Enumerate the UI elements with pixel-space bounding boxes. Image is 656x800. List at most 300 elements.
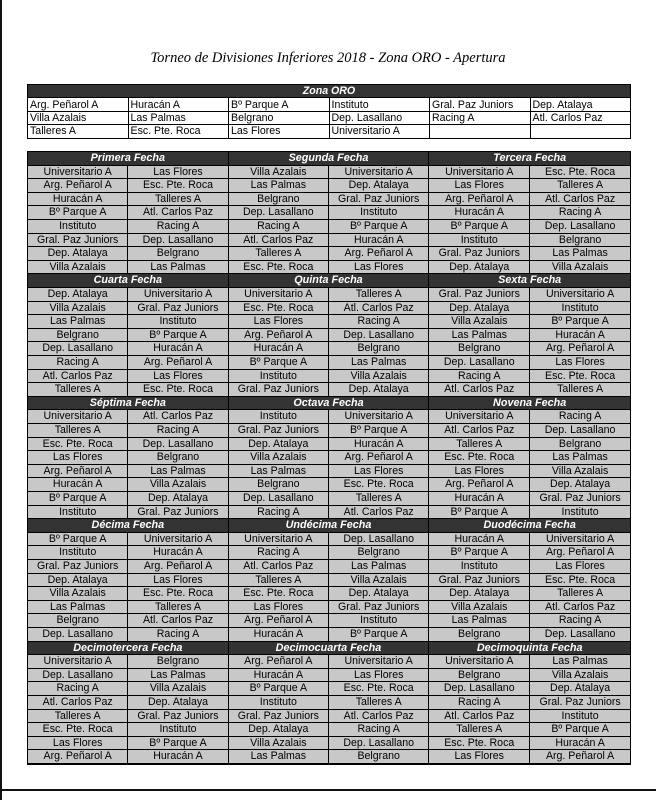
zone-label: Zona ORO: [28, 85, 631, 98]
match-row: [429, 315, 630, 329]
home-team: Universitario A: [229, 533, 328, 546]
away-team: Universitario A: [127, 533, 227, 546]
match-row: [229, 410, 429, 424]
home-team: Atl. Carlos Paz: [229, 234, 328, 247]
home-team: Atl. Carlos Paz: [429, 710, 529, 723]
fecha-block: [28, 519, 229, 641]
away-team: Bº Parque A: [529, 723, 630, 736]
match-row: [429, 710, 630, 724]
away-team: Gral. Paz Juniors: [127, 506, 227, 519]
home-team: Belgrano: [429, 342, 529, 355]
zone-team-cell: Huracán A: [128, 98, 229, 111]
away-team: Las Flores: [328, 669, 428, 682]
away-team: Belgrano: [127, 451, 227, 464]
away-team: Las Palmas: [529, 247, 630, 260]
match-row: [429, 247, 630, 261]
zone-team-cell: Dep. Lasallano: [329, 111, 430, 124]
home-team: Arg. Peñarol A: [28, 179, 127, 192]
match-row: [229, 383, 429, 397]
away-team: Bº Parque A: [328, 424, 428, 437]
home-team: Gral. Paz Juniors: [429, 247, 529, 260]
away-team: Villa Azalais: [328, 574, 428, 587]
away-team: Dep. Lasallano: [529, 424, 630, 437]
match-row: [429, 723, 630, 737]
match-row: [229, 601, 429, 615]
match-row: [229, 710, 429, 724]
match-row: [229, 193, 429, 207]
fecha-block: [229, 397, 430, 519]
away-team: Arg. Peñarol A: [328, 247, 428, 260]
home-team: Dep. Lasallano: [28, 342, 127, 355]
away-team: Belgrano: [328, 750, 428, 763]
zone-team-row: [28, 111, 631, 124]
away-team: Gral. Paz Juniors: [529, 492, 630, 505]
match-row: [229, 166, 429, 180]
away-team: Universitario A: [328, 166, 428, 179]
home-team: Villa Azalais: [429, 601, 529, 614]
home-team: Talleres A: [28, 710, 127, 723]
zone-header-row: [28, 85, 631, 98]
away-team: Talleres A: [328, 288, 428, 301]
match-row: [429, 465, 630, 479]
away-team: Racing A: [529, 614, 630, 627]
match-row: [28, 302, 228, 316]
zone-team-cell: Talleres A: [28, 125, 129, 138]
home-team: Esc. Pte. Roca: [229, 302, 328, 315]
away-team: Bº Parque A: [127, 329, 227, 342]
match-row: [229, 478, 429, 492]
home-team: Dep. Lasallano: [429, 682, 529, 695]
home-team: Universitario A: [429, 166, 529, 179]
away-team: Instituto: [127, 315, 227, 328]
match-row: [28, 247, 228, 261]
match-row: [28, 506, 228, 520]
match-row: [429, 737, 630, 751]
away-team: Racing A: [328, 723, 428, 736]
home-team: Belgrano: [429, 669, 529, 682]
home-team: Belgrano: [229, 193, 328, 206]
away-team: Villa Azalais: [529, 465, 630, 478]
away-team: Instituto: [127, 723, 227, 736]
home-team: Atl. Carlos Paz: [229, 560, 328, 573]
fecha-title: Novena Fecha: [429, 397, 630, 411]
home-team: Arg. Peñarol A: [229, 329, 328, 342]
match-row: [28, 737, 228, 751]
match-row: [28, 315, 228, 329]
home-team: Atl. Carlos Paz: [429, 383, 529, 396]
home-team: Villa Azalais: [28, 302, 127, 315]
home-team: Belgrano: [28, 614, 127, 627]
home-team: Instituto: [28, 220, 127, 233]
home-team: Talleres A: [28, 424, 127, 437]
away-team: Las Palmas: [328, 560, 428, 573]
home-team: Dep. Lasallano: [28, 669, 127, 682]
match-row: [229, 234, 429, 248]
match-row: [28, 424, 228, 438]
away-team: Universitario A: [127, 288, 227, 301]
match-row: [28, 288, 228, 302]
home-team: Racing A: [28, 682, 127, 695]
match-row: [429, 342, 630, 356]
match-row: [28, 655, 228, 669]
home-team: Huracán A: [429, 206, 529, 219]
away-team: Arg. Peñarol A: [127, 356, 227, 369]
match-row: [28, 356, 228, 370]
away-team: Las Flores: [127, 370, 227, 383]
home-team: Bº Parque A: [429, 506, 529, 519]
match-row: [28, 465, 228, 479]
away-team: Dep. Atalaya: [328, 179, 428, 192]
match-row: [229, 315, 429, 329]
home-team: Instituto: [229, 696, 328, 709]
match-row: [229, 261, 429, 275]
home-team: Villa Azalais: [229, 166, 328, 179]
away-team: Huracán A: [529, 329, 630, 342]
match-row: [229, 302, 429, 316]
page-left-border: [0, 0, 2, 800]
home-team: Arg. Peñarol A: [28, 465, 127, 478]
home-team: Gral. Paz Juniors: [229, 424, 328, 437]
match-row: [28, 179, 228, 193]
away-team: Gral. Paz Juniors: [328, 193, 428, 206]
match-row: [28, 410, 228, 424]
match-row: [429, 560, 630, 574]
home-team: Talleres A: [28, 383, 127, 396]
fecha-title: Segunda Fecha: [229, 152, 429, 166]
home-team: Bº Parque A: [28, 492, 127, 505]
away-team: Dep. Lasallano: [328, 329, 428, 342]
match-row: [429, 587, 630, 601]
home-team: Belgrano: [229, 478, 328, 491]
home-team: Dep. Atalaya: [429, 302, 529, 315]
away-team: Dep. Lasallano: [328, 533, 428, 546]
fecha-title: Décima Fecha: [28, 519, 228, 533]
home-team: Las Palmas: [229, 750, 328, 763]
match-row: [429, 546, 630, 560]
home-team: Instituto: [28, 506, 127, 519]
home-team: Las Flores: [429, 179, 529, 192]
zone-team-cell: [430, 125, 531, 138]
match-row: [229, 574, 429, 588]
match-row: [28, 166, 228, 180]
away-team: Universitario A: [529, 533, 630, 546]
away-team: Atl. Carlos Paz: [328, 302, 428, 315]
zone-team-cell: Gral. Paz Juniors: [430, 98, 531, 111]
away-team: Dep. Lasallano: [529, 628, 630, 641]
home-team: Dep. Lasallano: [429, 356, 529, 369]
fecha-block: [429, 397, 630, 519]
home-team: Villa Azalais: [229, 737, 328, 750]
away-team: Las Flores: [529, 560, 630, 573]
home-team: Las Palmas: [429, 614, 529, 627]
match-row: [28, 342, 228, 356]
match-row: [229, 492, 429, 506]
home-team: Dep. Lasallano: [28, 628, 127, 641]
home-team: Gral. Paz Juniors: [429, 574, 529, 587]
away-team: Belgrano: [127, 655, 227, 668]
away-team: Universitario A: [328, 410, 428, 423]
away-team: Racing A: [529, 410, 630, 423]
away-team: Racing A: [328, 315, 428, 328]
away-team: Dep. Atalaya: [127, 696, 227, 709]
home-team: Huracán A: [429, 533, 529, 546]
match-row: [229, 220, 429, 234]
page-bottom-border: [0, 789, 656, 791]
match-row: [429, 166, 630, 180]
away-team: Huracán A: [127, 546, 227, 559]
fecha-title: Duodécima Fecha: [429, 519, 630, 533]
match-row: [28, 193, 228, 207]
away-team: Dep. Atalaya: [529, 478, 630, 491]
home-team: Atl. Carlos Paz: [429, 424, 529, 437]
away-team: Gral. Paz Juniors: [127, 302, 227, 315]
zone-team-cell: Arg. Peñarol A: [28, 98, 129, 111]
away-team: Dep. Lasallano: [328, 737, 428, 750]
away-team: Arg. Peñarol A: [328, 451, 428, 464]
home-team: Arg. Peñarol A: [229, 655, 328, 668]
match-row: [28, 533, 228, 547]
home-team: Las Palmas: [28, 601, 127, 614]
away-team: Las Palmas: [127, 261, 227, 274]
away-team: Atl. Carlos Paz: [529, 193, 630, 206]
away-team: Las Palmas: [529, 451, 630, 464]
home-team: Gral. Paz Juniors: [229, 710, 328, 723]
match-row: [229, 628, 429, 642]
away-team: Esc. Pte. Roca: [529, 166, 630, 179]
home-team: Racing A: [28, 356, 127, 369]
match-row: [229, 329, 429, 343]
away-team: Las Palmas: [529, 655, 630, 668]
fecha-title: Decimotercera Fecha: [28, 642, 228, 656]
away-team: Arg. Peñarol A: [127, 560, 227, 573]
away-team: Bº Parque A: [127, 737, 227, 750]
away-team: Instituto: [328, 614, 428, 627]
match-row: [229, 370, 429, 384]
match-row: [429, 329, 630, 343]
home-team: Instituto: [429, 234, 529, 247]
home-team: Instituto: [229, 410, 328, 423]
away-team: Esc. Pte. Roca: [328, 478, 428, 491]
match-row: [429, 750, 630, 764]
away-team: Arg. Peñarol A: [529, 546, 630, 559]
match-row: [429, 628, 630, 642]
match-row: [429, 451, 630, 465]
match-row: [28, 370, 228, 384]
away-team: Dep. Atalaya: [328, 587, 428, 600]
away-team: Huracán A: [127, 342, 227, 355]
match-row: [229, 614, 429, 628]
match-row: [429, 410, 630, 424]
away-team: Las Flores: [529, 356, 630, 369]
home-team: Bº Parque A: [229, 356, 328, 369]
home-team: Bº Parque A: [229, 682, 328, 695]
home-team: Villa Azalais: [229, 451, 328, 464]
away-team: Dep. Atalaya: [328, 383, 428, 396]
away-team: Talleres A: [529, 587, 630, 600]
match-row: [28, 574, 228, 588]
match-row: [28, 696, 228, 710]
zone-team-cell: [530, 125, 631, 138]
match-row: [429, 533, 630, 547]
match-row: [229, 206, 429, 220]
home-team: Universitario A: [229, 288, 328, 301]
away-team: Las Flores: [328, 261, 428, 274]
home-team: Racing A: [229, 506, 328, 519]
fecha-block: [28, 274, 229, 396]
home-team: Bº Parque A: [28, 206, 127, 219]
match-row: [429, 179, 630, 193]
away-team: Atl. Carlos Paz: [127, 614, 227, 627]
match-row: [28, 261, 228, 275]
away-team: Gral. Paz Juniors: [328, 601, 428, 614]
home-team: Universitario A: [28, 655, 127, 668]
match-row: [429, 669, 630, 683]
fecha-block: [229, 519, 430, 641]
away-team: Atl. Carlos Paz: [529, 601, 630, 614]
fecha-block: [429, 274, 630, 396]
match-row: [28, 438, 228, 452]
match-row: [28, 587, 228, 601]
home-team: Arg. Peñarol A: [28, 750, 127, 763]
match-row: [28, 383, 228, 397]
match-row: [429, 655, 630, 669]
match-row: [429, 492, 630, 506]
away-team: Talleres A: [127, 601, 227, 614]
away-team: Racing A: [529, 206, 630, 219]
fecha-title: Quinta Fecha: [229, 274, 429, 288]
zone-team-cell: Universitario A: [329, 125, 430, 138]
home-team: Bº Parque A: [429, 546, 529, 559]
home-team: Las Palmas: [429, 329, 529, 342]
match-row: [429, 424, 630, 438]
away-team: Atl. Carlos Paz: [127, 206, 227, 219]
match-row: [229, 342, 429, 356]
home-team: Racing A: [429, 696, 529, 709]
match-row: [28, 601, 228, 615]
away-team: Esc. Pte. Roca: [529, 574, 630, 587]
away-team: Bº Parque A: [328, 628, 428, 641]
match-row: [28, 710, 228, 724]
fecha-title: Sexta Fecha: [429, 274, 630, 288]
zone-team-row: [28, 125, 631, 138]
home-team: Talleres A: [229, 574, 328, 587]
home-team: Las Flores: [229, 315, 328, 328]
fecha-block: [28, 642, 229, 764]
zone-team-cell: Villa Azalais: [28, 111, 129, 124]
zone-team-row: [28, 98, 631, 111]
away-team: Esc. Pte. Roca: [127, 179, 227, 192]
home-team: Esc. Pte. Roca: [28, 723, 127, 736]
away-team: Villa Azalais: [529, 261, 630, 274]
match-row: [229, 179, 429, 193]
fecha-block: [429, 519, 630, 641]
away-team: Esc. Pte. Roca: [328, 682, 428, 695]
home-team: Talleres A: [429, 723, 529, 736]
away-team: Las Palmas: [127, 669, 227, 682]
zone-team-cell: Esc. Pte. Roca: [128, 125, 229, 138]
home-team: Arg. Peñarol A: [429, 478, 529, 491]
home-team: Instituto: [429, 560, 529, 573]
away-team: Instituto: [529, 710, 630, 723]
away-team: Esc. Pte. Roca: [529, 370, 630, 383]
fecha-block: [429, 642, 630, 764]
home-team: Arg. Peñarol A: [429, 193, 529, 206]
match-row: [28, 234, 228, 248]
away-team: Instituto: [328, 206, 428, 219]
away-team: Huracán A: [127, 750, 227, 763]
home-team: Gral. Paz Juniors: [429, 288, 529, 301]
match-row: [429, 614, 630, 628]
away-team: Esc. Pte. Roca: [127, 587, 227, 600]
fecha-title: Decimoquinta Fecha: [429, 642, 630, 656]
match-row: [429, 261, 630, 275]
zone-team-cell: Las Flores: [229, 125, 330, 138]
match-row: [429, 302, 630, 316]
home-team: Huracán A: [429, 492, 529, 505]
home-team: Huracán A: [229, 342, 328, 355]
match-row: [229, 696, 429, 710]
away-team: Dep. Lasallano: [127, 438, 227, 451]
fecha-block: [28, 152, 229, 274]
home-team: Gral. Paz Juniors: [229, 383, 328, 396]
away-team: Universitario A: [328, 655, 428, 668]
zone-team-cell: Las Palmas: [128, 111, 229, 124]
match-row: [429, 682, 630, 696]
match-row: [429, 206, 630, 220]
home-team: Villa Azalais: [28, 587, 127, 600]
home-team: Dep. Atalaya: [28, 247, 127, 260]
fixture-grid: [27, 151, 631, 765]
match-row: [229, 546, 429, 560]
match-row: [429, 234, 630, 248]
home-team: Dep. Atalaya: [429, 261, 529, 274]
match-row: [229, 438, 429, 452]
fecha-title: Primera Fecha: [28, 152, 228, 166]
home-team: Instituto: [229, 370, 328, 383]
match-row: [229, 506, 429, 520]
home-team: Las Palmas: [28, 315, 127, 328]
home-team: Gral. Paz Juniors: [28, 560, 127, 573]
match-row: [429, 220, 630, 234]
away-team: Atl. Carlos Paz: [328, 506, 428, 519]
zone-team-cell: Racing A: [430, 111, 531, 124]
zone-team-cell: Dep. Atalaya: [530, 98, 631, 111]
match-row: [429, 438, 630, 452]
away-team: Dep. Lasallano: [127, 234, 227, 247]
away-team: Huracán A: [328, 234, 428, 247]
match-row: [28, 682, 228, 696]
away-team: Belgrano: [328, 546, 428, 559]
away-team: Talleres A: [529, 383, 630, 396]
match-row: [429, 574, 630, 588]
home-team: Universitario A: [28, 166, 127, 179]
match-row: [429, 370, 630, 384]
away-team: Belgrano: [529, 438, 630, 451]
home-team: Dep. Atalaya: [229, 723, 328, 736]
match-row: [429, 478, 630, 492]
match-row: [28, 628, 228, 642]
home-team: Las Palmas: [229, 179, 328, 192]
home-team: Las Flores: [28, 451, 127, 464]
fecha-block: [229, 274, 430, 396]
match-row: [229, 655, 429, 669]
home-team: Bº Parque A: [28, 533, 127, 546]
home-team: Dep. Atalaya: [28, 288, 127, 301]
match-row: [429, 288, 630, 302]
away-team: Villa Azalais: [127, 478, 227, 491]
away-team: Dep. Atalaya: [529, 682, 630, 695]
home-team: Belgrano: [429, 628, 529, 641]
